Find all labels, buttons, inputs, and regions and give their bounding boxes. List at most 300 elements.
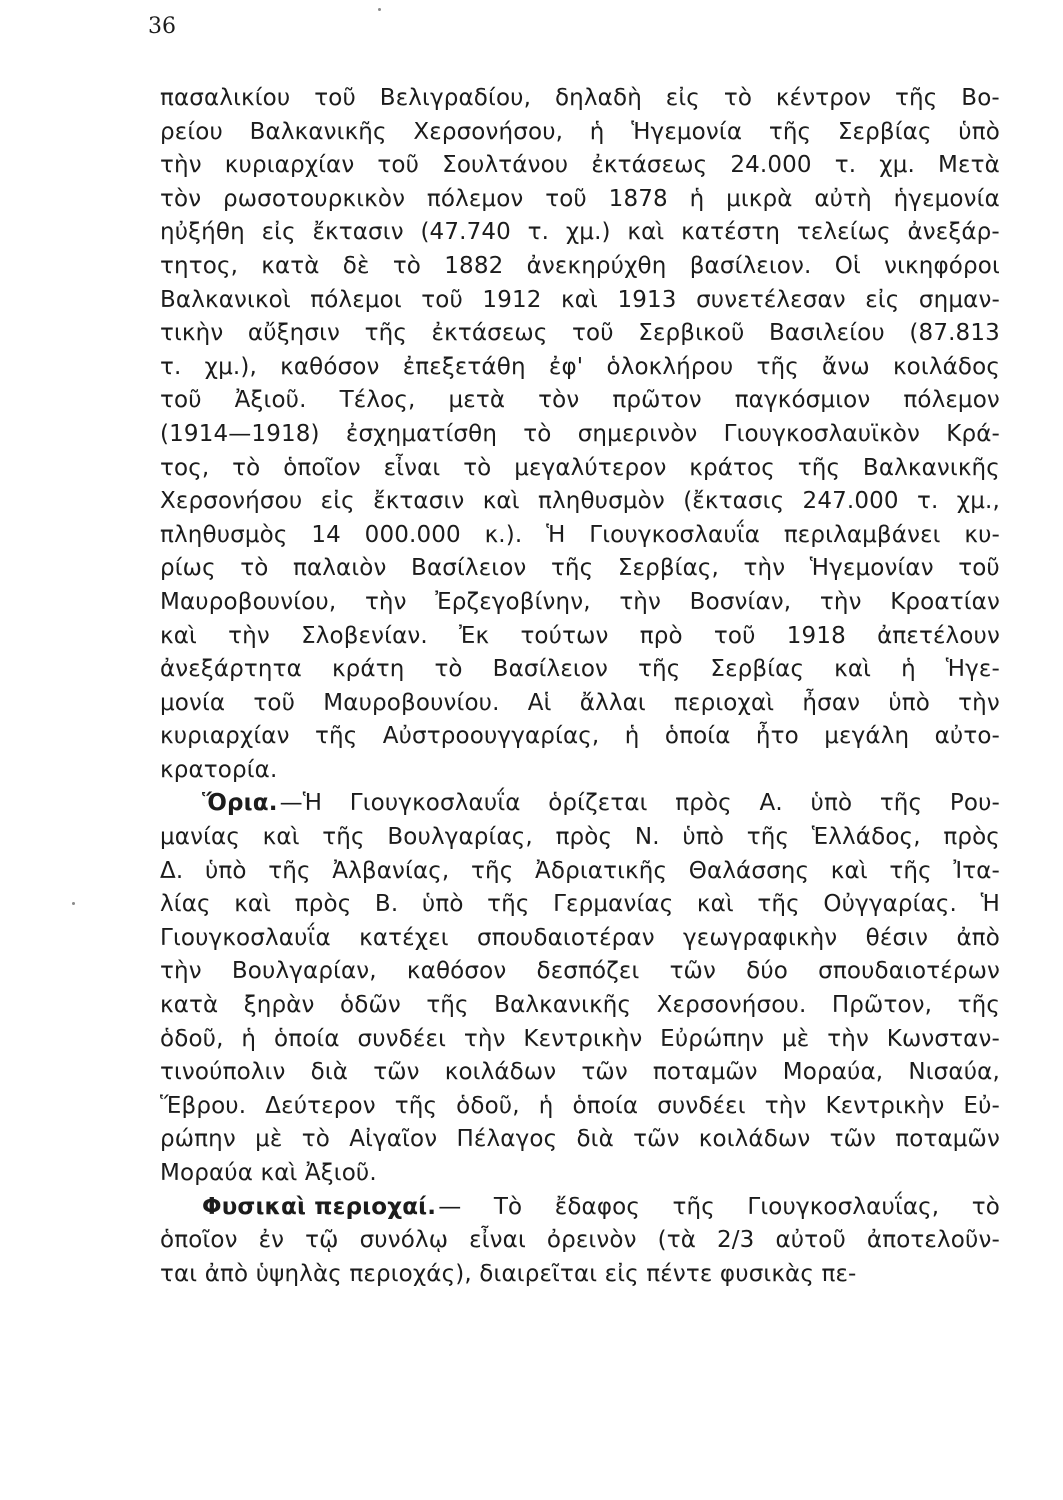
word: τοῦ: [713, 622, 756, 649]
word: ἐν: [258, 1227, 285, 1254]
word: θέσιν: [865, 924, 929, 951]
word: Σερβικοῦ: [638, 320, 745, 347]
text-line: [160, 922, 1000, 956]
word: τῆς: [746, 824, 790, 851]
text-line: [160, 989, 1000, 1023]
text-line: [160, 1191, 1000, 1225]
word: περιοχαὶ: [674, 689, 775, 716]
word: τητος,: [160, 252, 239, 279]
word: τὸ: [240, 555, 269, 582]
word: τὸν: [538, 387, 580, 414]
word: τὴν: [827, 1025, 869, 1052]
word: σπουδαιοτέραν: [476, 924, 655, 951]
text-line: [160, 855, 1000, 889]
word: Γιουγκοσλαυΐα: [349, 790, 521, 817]
word: Ἐκ: [459, 622, 490, 649]
word: Κρά-: [946, 420, 1000, 447]
text-line: [160, 418, 1000, 452]
word: Χερσονήσου,: [413, 118, 564, 145]
text-line: [160, 485, 1000, 519]
word: τῆς: [322, 824, 365, 851]
word: λίας: [160, 891, 211, 918]
word: Χερσονήσου.: [656, 992, 807, 1019]
word: ρίως: [160, 555, 216, 582]
word: Βαλκανικῆς: [862, 454, 1000, 481]
word: 1918: [786, 622, 846, 649]
word: Τὸ: [493, 1193, 523, 1220]
word: ἐφ': [548, 353, 584, 380]
word: Ἡγεμονίαν: [809, 555, 934, 582]
word: ὑπὸ: [682, 824, 725, 851]
word: ὁποῖον: [160, 1227, 238, 1254]
word: καὶ: [262, 824, 300, 851]
word: (1914—1918): [160, 420, 320, 447]
word: ἡ: [589, 118, 605, 145]
word: πρῶτον: [612, 387, 702, 414]
text-line: [160, 586, 1000, 620]
word: ἡ: [241, 1025, 257, 1052]
word: κατέστη: [681, 219, 781, 246]
word: Ν.: [634, 824, 660, 851]
word: ὑπὸ: [888, 689, 930, 716]
word: ὁποία: [664, 723, 731, 750]
word: δεσπόζει: [536, 958, 640, 985]
word: Ἡγε-: [945, 656, 1000, 683]
word: τὸ: [971, 1193, 1000, 1220]
word: τῆς: [895, 85, 938, 111]
word: πόλεμοι: [310, 286, 402, 313]
word: πρὸς: [294, 891, 352, 918]
word: Νισαύα,: [908, 1059, 1000, 1086]
word: ὑπὸ: [958, 118, 1000, 145]
word: Μοραύα,: [782, 1059, 884, 1086]
word: Αἰγαῖον: [349, 1126, 438, 1153]
word: πληθυσμὸν: [537, 488, 665, 515]
line-text: ται ἀπὸ ὑψηλὰς περιοχάς), διαιρεῖται εἰς πέντε φυσικὰς πε-: [160, 1260, 857, 1287]
word: διὰ: [310, 1059, 349, 1086]
word: Ἑλλάδος,: [811, 824, 921, 851]
word: Κεντρικὴν: [523, 1025, 643, 1052]
word: Κροατίαν: [890, 588, 1000, 615]
word: κοιλάδων: [698, 1126, 811, 1153]
word: Αἱ: [527, 689, 552, 716]
word: σημαν-: [918, 286, 1000, 313]
word: Χερσονήσου: [160, 488, 303, 515]
word: τῆς: [364, 320, 407, 347]
word: ἔκτασιν: [373, 488, 465, 515]
word: καθόσον: [280, 353, 380, 380]
word: τῶν: [669, 958, 716, 985]
word: μονία: [160, 689, 226, 716]
word: Σερβίας: [837, 118, 932, 145]
word: Ἡγεμονία: [631, 118, 743, 145]
word: μικρὰ: [726, 185, 793, 212]
word: τῆς: [879, 790, 923, 817]
word: σημερινὸν: [577, 420, 698, 447]
word: Κωνσταν-: [886, 1025, 1000, 1052]
word: κέντρον: [775, 85, 872, 111]
word: τὸ: [723, 85, 753, 111]
word: ρωσοτουρκικὸν: [222, 185, 406, 212]
text-line: [160, 216, 1000, 250]
word: κράτη: [331, 656, 405, 683]
word: Οἱ: [834, 252, 861, 279]
word: ὁδοῦ,: [160, 1025, 224, 1052]
text-line: [160, 821, 1000, 855]
text-line: [160, 250, 1000, 284]
word: αὐτο-: [934, 723, 1000, 750]
section-heading: Φυσικαὶ περιοχαί.: [202, 1193, 437, 1220]
word: Ρου-: [949, 790, 1000, 817]
section-heading: Ὅρια.: [202, 790, 278, 817]
word: Δ.: [160, 857, 184, 884]
word: τὸ: [463, 454, 492, 481]
text-line: [160, 351, 1000, 385]
word: ἔκτασιν: [312, 219, 404, 246]
word: Ἀδριατικῆς: [534, 857, 668, 884]
word: συνόλῳ: [359, 1227, 449, 1254]
word: τ.: [834, 152, 857, 179]
line-text: [280, 787, 1000, 821]
word: καὶ: [696, 891, 734, 918]
word: τὸ: [301, 1126, 330, 1153]
word: χμ.,: [956, 488, 1000, 515]
word: αὔξησιν: [247, 320, 341, 347]
word: 1912: [482, 286, 542, 313]
word: τὴν: [160, 958, 202, 985]
word: 000.000: [364, 521, 461, 548]
word: καὶ: [830, 857, 868, 884]
word: κοιλάδων: [444, 1059, 557, 1086]
word: Γερμανίας: [553, 891, 674, 918]
word: Βελιγραδίου,: [379, 85, 532, 111]
word: εἰς: [261, 219, 296, 246]
paragraphs: [160, 82, 1000, 1291]
word: τῆς: [550, 555, 594, 582]
word: Γιουγκοσλαυΐα: [160, 924, 331, 951]
word: πρὸς: [675, 790, 732, 817]
word: Ἡ: [546, 521, 566, 548]
word: μετὰ: [448, 387, 506, 414]
text-line: [160, 1258, 1000, 1292]
word: τῶν: [581, 1059, 628, 1086]
word: τῶν: [829, 1126, 876, 1153]
word: τὴν: [819, 588, 862, 615]
word: γεωγραφικὴν: [683, 924, 838, 951]
word: ἀνεξάρ-: [907, 219, 1000, 246]
word: ποταμῶν: [652, 1059, 758, 1086]
word: καὶ: [834, 656, 872, 683]
word: Μαυροβουνίου.: [323, 689, 500, 716]
word: συνδέει: [657, 1092, 746, 1119]
line-text: [438, 1191, 1000, 1225]
word: πόλεμον: [903, 387, 1000, 414]
word: δύο: [746, 958, 789, 985]
word: κράτος: [689, 454, 775, 481]
word: κατὰ: [261, 252, 320, 279]
word: τὴν: [463, 1025, 506, 1052]
word: ἐκτάσεως: [431, 320, 548, 347]
word: ὑπὸ: [421, 891, 464, 918]
word: ἀπετέλουν: [877, 622, 1000, 649]
word: ἀποτελοῦν-: [866, 1227, 1000, 1254]
word: καὶ: [234, 891, 272, 918]
text-line: [160, 284, 1000, 318]
word: Ἐρζεγοβίνην,: [435, 588, 591, 615]
word: Βοσνίαν,: [689, 588, 792, 615]
word: χμ.): [565, 219, 611, 246]
word: Γιουγκοσλαυΐας,: [747, 1193, 940, 1220]
word: εἰς: [320, 488, 355, 515]
text-line: [160, 519, 1000, 553]
word: 1878: [608, 185, 668, 212]
word: Κεντρικὴν: [825, 1092, 945, 1119]
text-line: [160, 384, 1000, 418]
word: Δεύτερον: [265, 1092, 376, 1119]
word: ξηρὰν: [243, 992, 315, 1019]
word: Σερβίας: [710, 656, 805, 683]
text-line: [160, 1056, 1000, 1090]
word: Μαυροβουνίου,: [160, 588, 337, 615]
text-line: [160, 687, 1000, 721]
word: τῆς: [797, 454, 841, 481]
word: ἐκτάσεως: [591, 152, 708, 179]
word: Ἰτα-: [953, 857, 1000, 884]
word: κατέχει: [359, 924, 449, 951]
page-number: 36: [148, 14, 176, 39]
line-text: κρατορία.: [160, 756, 278, 783]
word: Βασίλειον: [492, 656, 609, 683]
word: τῶν: [373, 1059, 420, 1086]
text-line: [160, 82, 1000, 116]
word: ὁδῶν: [340, 992, 401, 1019]
word: ἐσχηματίσθη: [345, 420, 498, 447]
word: τικὴν: [160, 320, 224, 347]
word: κ.).: [484, 521, 523, 548]
word: τὴν: [764, 1092, 807, 1119]
paragraph: [160, 82, 1000, 787]
word: εἶναι: [383, 454, 441, 481]
text-line: [160, 653, 1000, 687]
word: ὁρίζεται: [548, 790, 648, 817]
word: μὲ: [782, 1025, 810, 1052]
word: πόλεμον: [426, 185, 524, 212]
text-line: [160, 116, 1000, 150]
word: Τέλος,: [339, 387, 416, 414]
word: Β.: [374, 891, 399, 918]
word: ὀρεινὸν: [546, 1227, 637, 1254]
word: καὶ: [160, 622, 197, 649]
word: ὁποία: [572, 1092, 639, 1119]
word: συνδέει: [357, 1025, 447, 1052]
word: Ἡ: [980, 891, 1000, 918]
word: τῆς: [426, 992, 469, 1019]
word: 24.000: [730, 152, 812, 179]
word: ὁλοκλήρου: [606, 353, 734, 380]
word: πρὸς: [555, 824, 613, 851]
word: (47.740: [420, 219, 511, 246]
word: ἐπεξετάθη: [402, 353, 526, 380]
text-line: [160, 1157, 1000, 1191]
word: τοῦ: [314, 85, 356, 111]
word: Βασίλειον: [411, 555, 527, 582]
word: εἶναι: [469, 1227, 526, 1254]
word: Γιουγκοσλαυΐα: [589, 521, 761, 548]
word: ρείου: [160, 118, 223, 145]
text-line: [160, 754, 1000, 788]
word: (87.813: [909, 320, 1000, 347]
word: μεγαλύτερον: [514, 454, 667, 481]
word: Βαλκανικοὶ: [160, 286, 291, 313]
word: τοῦ: [253, 689, 296, 716]
word: μὲ: [255, 1126, 283, 1153]
word: ἔδαφος: [554, 1193, 641, 1220]
word: ἡ: [624, 723, 640, 750]
word: τ.: [917, 488, 939, 515]
word: τὸ: [434, 656, 463, 683]
word: 2/3: [717, 1227, 755, 1254]
word: ἀνεκηρύχθη: [526, 252, 667, 279]
word: Βαλκανικῆς: [249, 118, 387, 145]
word: τῆς: [957, 992, 1000, 1019]
word: τὸ: [232, 454, 261, 481]
word: τῆς: [394, 1092, 438, 1119]
word: δηλαδὴ: [554, 85, 642, 111]
word: τὴν: [743, 555, 786, 582]
text-line: [160, 452, 1000, 486]
word: εἰς: [865, 286, 900, 313]
word: διὰ: [576, 1126, 614, 1153]
word: πρὸ: [639, 622, 683, 649]
word: τοῦ: [958, 555, 1000, 582]
word: Α.: [759, 790, 783, 817]
word: (ἔκτασις: [683, 488, 785, 515]
word: συνετέλεσαν: [696, 286, 846, 313]
word: τῆς: [487, 891, 530, 918]
word: ἄνω: [822, 353, 870, 380]
body-text: [160, 82, 1000, 1291]
word: ἀνεξάρτητα: [160, 656, 302, 683]
word: Πέλαγος: [456, 1126, 558, 1153]
word: τελείως: [796, 219, 891, 246]
word: τ.: [527, 219, 550, 246]
word: τὴν: [160, 152, 202, 179]
word: ὑπὸ: [810, 790, 853, 817]
word: ἦσαν: [802, 689, 861, 716]
word: πληθυσμὸς: [160, 521, 288, 548]
paper-speck: [378, 8, 381, 11]
word: 1882: [444, 252, 504, 279]
word: Οὐγγαρίας.: [823, 891, 958, 918]
text-line: [160, 1224, 1000, 1258]
word: 14: [311, 521, 341, 548]
word: βασίλειον.: [689, 252, 812, 279]
word: κυριαρχίαν: [160, 723, 290, 750]
word: (τὰ: [657, 1227, 697, 1254]
word: τὸν: [160, 185, 202, 212]
word: τῆς: [672, 1193, 715, 1220]
word: μανίας: [160, 824, 240, 851]
word: τοῦ: [160, 387, 202, 414]
word: πασαλικίου: [160, 85, 291, 111]
word: ὁδοῦ,: [456, 1092, 520, 1119]
word: τῆς: [314, 723, 358, 750]
word: τὸ: [392, 252, 422, 279]
word: Αὐστροουγγαρίας,: [382, 723, 600, 750]
word: τῆς: [638, 656, 681, 683]
word: χμ.: [879, 152, 915, 179]
word: τῆς: [756, 353, 799, 380]
word: τὴν: [364, 588, 407, 615]
paragraph: [160, 1191, 1000, 1292]
word: καὶ: [627, 219, 665, 246]
word: Ἕβρου.: [160, 1092, 247, 1119]
text-line: [160, 955, 1000, 989]
word: μεγάλη: [824, 723, 910, 750]
word: τῶν: [633, 1126, 680, 1153]
word: —Ἡ: [279, 790, 323, 817]
word: ἀπὸ: [956, 924, 1000, 951]
paragraph: [160, 787, 1000, 1190]
word: ἦτο: [755, 723, 799, 750]
word: τῆς: [768, 118, 812, 145]
word: ἡγεμονία: [893, 185, 1000, 212]
word: αὐτοῦ: [775, 1227, 846, 1254]
word: τούτων: [520, 622, 609, 649]
word: τῷ: [305, 1227, 339, 1254]
word: κυ-: [964, 521, 1000, 548]
word: Σουλτάνου: [442, 152, 569, 179]
text-line: [160, 1023, 1000, 1057]
word: ὑπὸ: [204, 857, 247, 884]
word: τος,: [160, 454, 210, 481]
word: ηὐξήθη: [160, 219, 245, 246]
word: Ἀξιοῦ.: [234, 387, 307, 414]
text-line: [160, 888, 1000, 922]
word: Σερβίας,: [617, 555, 720, 582]
word: ἡ: [689, 185, 705, 212]
word: Θαλάσσης: [688, 857, 810, 884]
word: ποταμῶν: [895, 1126, 1000, 1153]
word: κοιλάδος: [892, 353, 1000, 380]
text-line: [160, 787, 1000, 821]
word: Βουλγαρίας,: [387, 824, 533, 851]
word: Σλοβενίαν.: [301, 622, 428, 649]
word: καὶ: [482, 488, 520, 515]
text-line: [160, 149, 1000, 183]
word: τοῦ: [572, 320, 614, 347]
word: τοῦ: [421, 286, 463, 313]
word: κυριαρχίαν: [224, 152, 355, 179]
word: παγκόσμιον: [734, 387, 871, 414]
word: πρὸς: [943, 824, 1000, 851]
text-line: [160, 552, 1000, 586]
text-line: [160, 317, 1000, 351]
word: χμ.),: [204, 353, 257, 380]
word: εἰς: [665, 85, 700, 111]
word: Βασιλείου: [769, 320, 885, 347]
word: τῆς: [757, 891, 800, 918]
word: ἡ: [901, 656, 916, 683]
word: Ἀλβανίας,: [332, 857, 450, 884]
text-line: [160, 1123, 1000, 1157]
text-line: [160, 720, 1000, 754]
word: καὶ: [561, 286, 598, 313]
word: δὲ: [342, 252, 370, 279]
word: 247.000: [802, 488, 899, 515]
word: περιλαμβάνει: [783, 521, 941, 548]
text-line: [160, 1090, 1000, 1124]
